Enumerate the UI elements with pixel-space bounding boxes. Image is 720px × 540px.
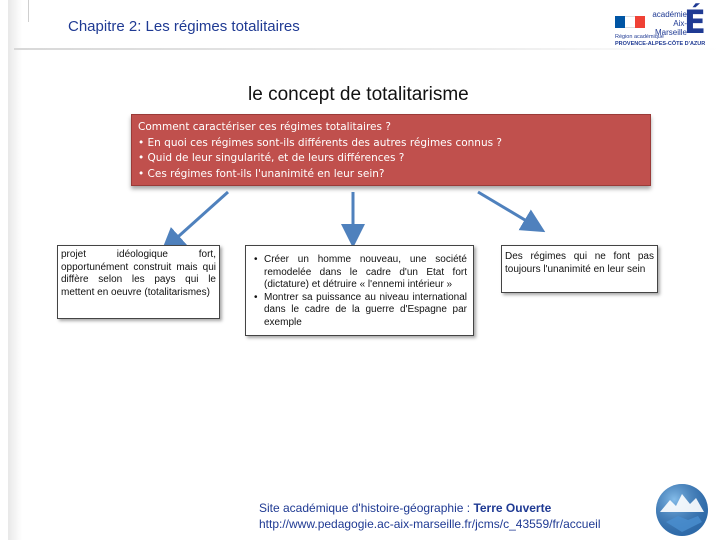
questions-box bbox=[131, 114, 651, 186]
region-label: Région académique PROVENCE-ALPES-CÔTE D'AZUR bbox=[615, 34, 706, 47]
question-item: • Ces régimes font-ils l'unanimité en leur sein? bbox=[138, 167, 385, 180]
question-item: Comment caractériser ces régimes totalitaires ? bbox=[138, 121, 391, 133]
french-flag-icon bbox=[615, 16, 645, 28]
card-objectives bbox=[245, 245, 474, 336]
page-title: le concept de totalitarisme bbox=[248, 84, 469, 105]
chapter-title: Chapitre 2: Les régimes totalitaires bbox=[68, 18, 300, 35]
academy-e-icon: É bbox=[684, 3, 706, 41]
arrow-left bbox=[170, 192, 228, 244]
card-unanimity: Des régimes qui ne font pas toujours l'unanimité en leur sein bbox=[501, 245, 658, 293]
academy-logo bbox=[612, 4, 712, 52]
footer-site-line: Site académique d'histoire-géographie : Terre Ouverte bbox=[259, 501, 552, 515]
academy-name: académie Aix-Marseille bbox=[652, 10, 687, 37]
list-item: • Montrer sa puissance au niveau international dans le cadre de la guerre d'Espagne par exemple bbox=[252, 292, 467, 330]
question-item: • Quid de leur singularité, et de leurs différences ? bbox=[138, 152, 405, 164]
arrow-right bbox=[478, 192, 535, 226]
top-decorative-rule bbox=[28, 0, 45, 22]
footer-url-link[interactable]: http://www.pedagogie.ac-aix-marseille.fr/jcms/c_43559/fr/accueil bbox=[259, 517, 601, 531]
terre-ouverte-logo-icon bbox=[652, 482, 712, 538]
footer bbox=[259, 500, 600, 532]
site-name: Terre Ouverte bbox=[473, 501, 552, 515]
card-ideological-project: projet idéologique fort, opportunément construit mais qui diffère selon les pays qui le mettent en oeuvre (totalitarismes) bbox=[57, 245, 220, 319]
list-item: • Créer un homme nouveau, une société remodelée dans le cadre d'un Etat fort (dictature) et détruire « l'ennemi intérieur » bbox=[252, 254, 467, 292]
left-decorative-bar bbox=[8, 0, 22, 540]
question-item: • En quoi ces régimes sont-ils différents des autres régimes connus ? bbox=[138, 136, 502, 149]
